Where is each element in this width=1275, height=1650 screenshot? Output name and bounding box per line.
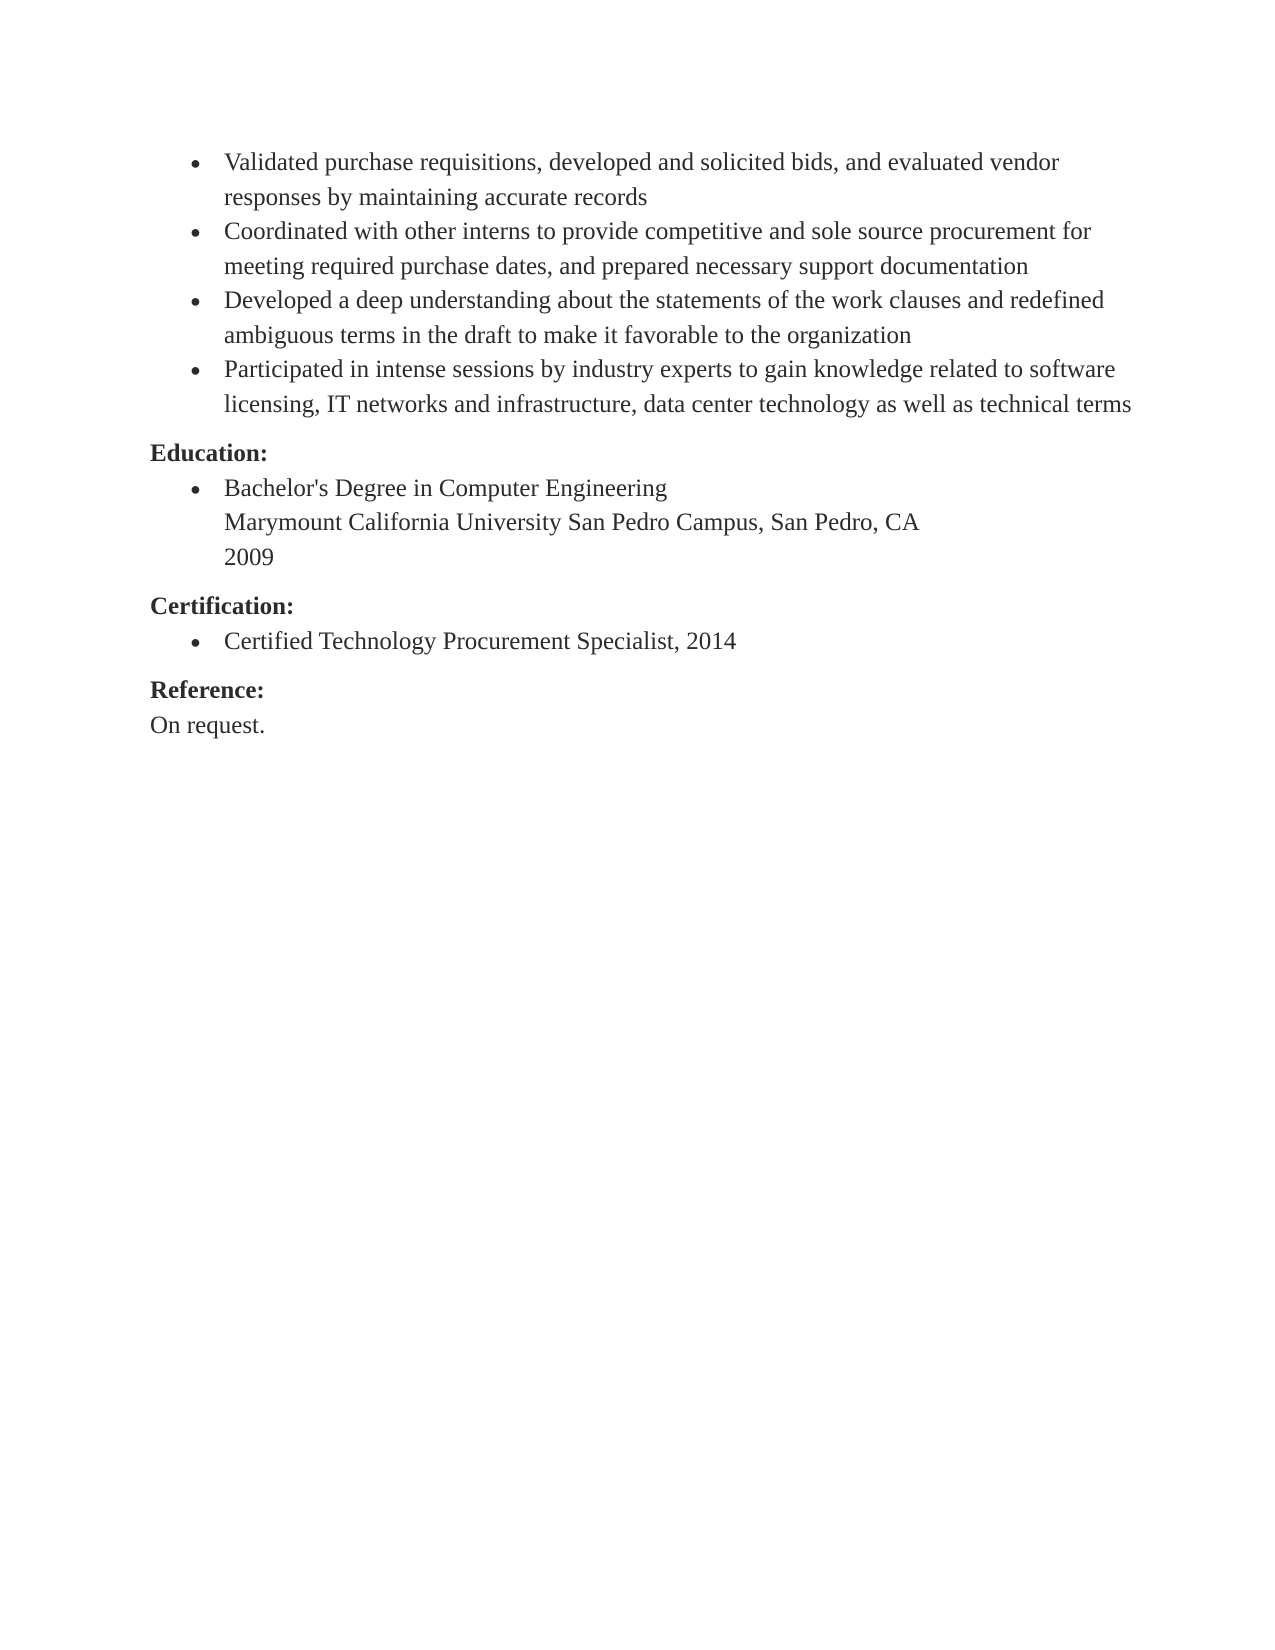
certification-heading: Certification: xyxy=(150,593,295,620)
experience-bullet-item xyxy=(150,284,1135,353)
experience-bullet-item xyxy=(150,353,1135,422)
resume-page xyxy=(150,146,1135,743)
bullet-dot-icon: ● xyxy=(190,222,201,242)
certification-list xyxy=(150,625,1135,660)
certification-text: Certified Technology Procurement Specialist, 2014 xyxy=(224,627,737,655)
experience-bullet-item xyxy=(150,215,1135,284)
experience-bullet-item xyxy=(150,146,1135,215)
bullet-dot-icon: ● xyxy=(190,478,201,499)
experience-bullet-text: Participated in intense sessions by industry experts to gain knowledge related to software licensing, IT networks and infrastructure, data center technology as well as technical terms xyxy=(224,356,1132,418)
bullet-dot-icon: ● xyxy=(190,631,201,652)
certification-item xyxy=(150,625,1135,660)
reference-heading: Reference: xyxy=(150,677,265,704)
experience-bullet-text: Coordinated with other interns to provide competitive and sole source procurement for meeting required purchase dates, and prepared necessary support documentation xyxy=(224,218,1092,280)
education-item xyxy=(150,472,1135,576)
experience-bullet-text: Developed a deep understanding about the statements of the work clauses and redefined ambiguous terms in the draft to make it favorable to the organization xyxy=(224,287,1105,349)
education-year: 2009 xyxy=(224,543,274,571)
bullet-dot-icon: ● xyxy=(190,360,201,380)
education-school: Marymount California University San Pedro Campus, San Pedro, CA xyxy=(224,509,920,536)
education-heading: Education: xyxy=(150,440,269,467)
reference-text: On request. xyxy=(150,711,266,739)
bullet-dot-icon: ● xyxy=(190,153,201,173)
bullet-dot-icon: ● xyxy=(190,291,201,311)
experience-bullet-list xyxy=(150,146,1135,422)
experience-bullet-text: Validated purchase requisitions, developed and solicited bids, and evaluated vendor responses by maintaining accurate records xyxy=(224,149,1060,211)
education-degree: Bachelor's Degree in Computer Engineering xyxy=(224,474,668,502)
education-list xyxy=(150,472,1135,576)
